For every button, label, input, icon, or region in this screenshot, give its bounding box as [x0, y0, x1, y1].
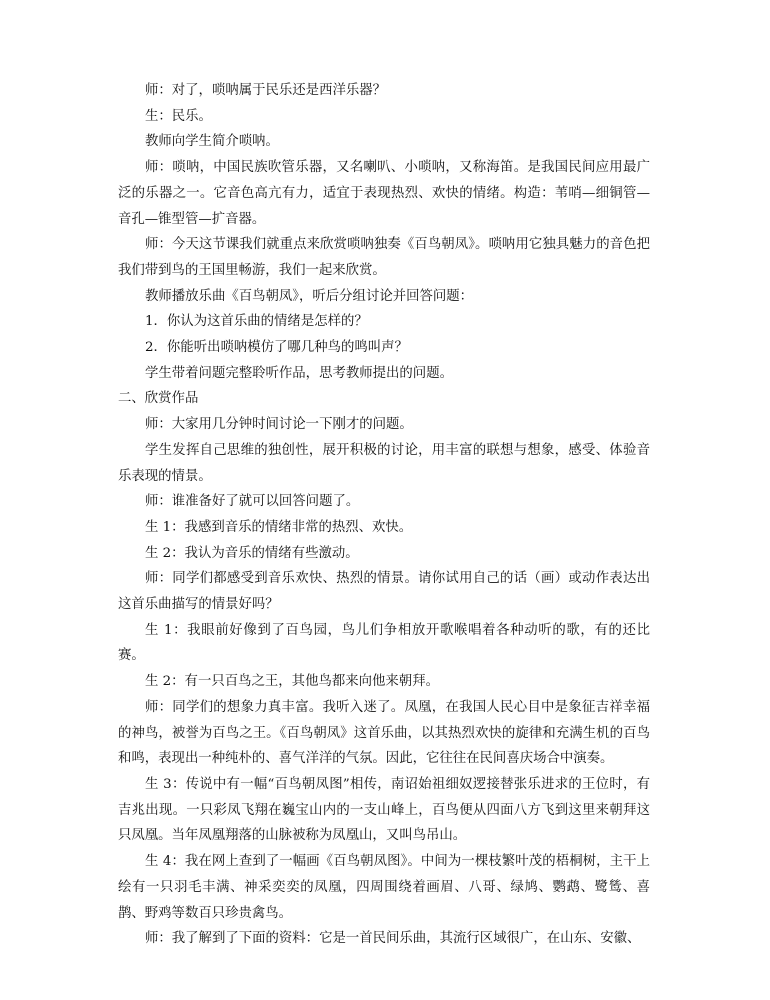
paragraph-12: 学生发挥自己思维的独创性，展开积极的讨论，用丰富的联想与想象，感受、体验音乐表现的情景。 [118, 442, 650, 484]
paragraph-19: 师：同学们的想象力真丰富。我听入迷了。凤凰，在我国人民心目中是象征吉祥幸福的神鸟，被誉为百鸟之王。《百鸟朝凤》这首乐曲，以其热烈欢快的旋律和充满生机的百鸟和鸣，表现出一种纯朴的、喜气洋洋的气氛。因此，它往往在民间喜庆场合中演奏。 [118, 699, 650, 767]
paragraph-17: 生 1：我眼前好像到了百鸟园，鸟儿们争相放开歌喉唱着各种动听的歌，有的还比赛。 [118, 622, 650, 664]
paragraph-14: 生 1：我感到音乐的情绪非常的热烈、欢快。 [145, 519, 413, 535]
paragraph-4: 师：唢呐，中国民族吹管乐器，又名喇叭、小唢呐，又称海笛。是我国民间应用最广泛的乐器之一。它音色高亢有力，适宜于表现热烈、欢快的情绪。构造：苇哨—细铜管—音孔—锥型管—扩音器。 [118, 160, 650, 227]
paragraph-13: 师：谁准备好了就可以回答问题了。 [145, 494, 360, 510]
paragraph-11: 师：大家用几分钟时间讨论一下刚才的问题。 [145, 417, 413, 433]
paragraph-2: 生：民乐。 [145, 108, 212, 124]
paragraph-1: 师：对了，唢呐属于民乐还是西洋乐器？ [145, 83, 387, 98]
paragraph-16: 师：同学们都感受到音乐欢快、热烈的情景。请你试用自己的话（画）或动作表达出这首乐曲描写的情景好吗？ [118, 571, 650, 613]
paragraph-15: 生 2：我认为音乐的情绪有些激动。 [145, 545, 359, 561]
paragraph-20: 生 3：传说中有一幅“百鸟朝凤图”相传，南诏始祖细奴逻接替张乐进求的王位时，有吉兆出现。一只彩凤飞翔在巍宝山内的一支山峰上，百鸟便从四面八方飞到这里来朝拜这只凤凰。当年凤凰翔落的山脉被称为凤凰山，又叫鸟吊山。 [118, 776, 650, 844]
paragraph-9: 学生带着问题完整聆听作品，思考教师提出的问题。 [145, 365, 453, 381]
question-2: 2．你能听出唢呐模仿了哪几种鸟的鸣叫声？ [145, 340, 408, 356]
paragraph-18: 生 2：有一只百鸟之王，其他鸟都来向他来朝拜。 [145, 674, 439, 690]
paragraph-5: 师：今天这节课我们就重点来欣赏唢呐独奏《百鸟朝凤》。唢呐用它独具魅力的音色把我们带到鸟的王国里畅游，我们一起来欣赏。 [118, 237, 650, 278]
paragraph-6: 教师播放乐曲《百鸟朝凤》，听后分组讨论并回答问题： [145, 288, 474, 304]
paragraph-3: 教师向学生简介唢呐。 [145, 134, 279, 150]
paragraph-22: 师：我了解到了下面的资料：它是一首民间乐曲，其流行区域很广，在山东、安徽、 [145, 931, 641, 947]
section-heading: 二、欣赏作品 [118, 391, 199, 407]
document-body [118, 78, 650, 952]
question-1: 1．你认为这首乐曲的情绪是怎样的？ [145, 314, 368, 330]
paragraph-21: 生 4：我在网上查到了一幅画《百鸟朝凤图》。中间为一棵枝繁叶茂的梧桐树，主干上绘有一只羽毛丰满、神采奕奕的凤凰，四周围绕着画眉、八哥、绿鸠、鹦鹉、鹭鸶、喜鹊、野鸡等数百只珍贵禽鸟。 [118, 854, 650, 921]
